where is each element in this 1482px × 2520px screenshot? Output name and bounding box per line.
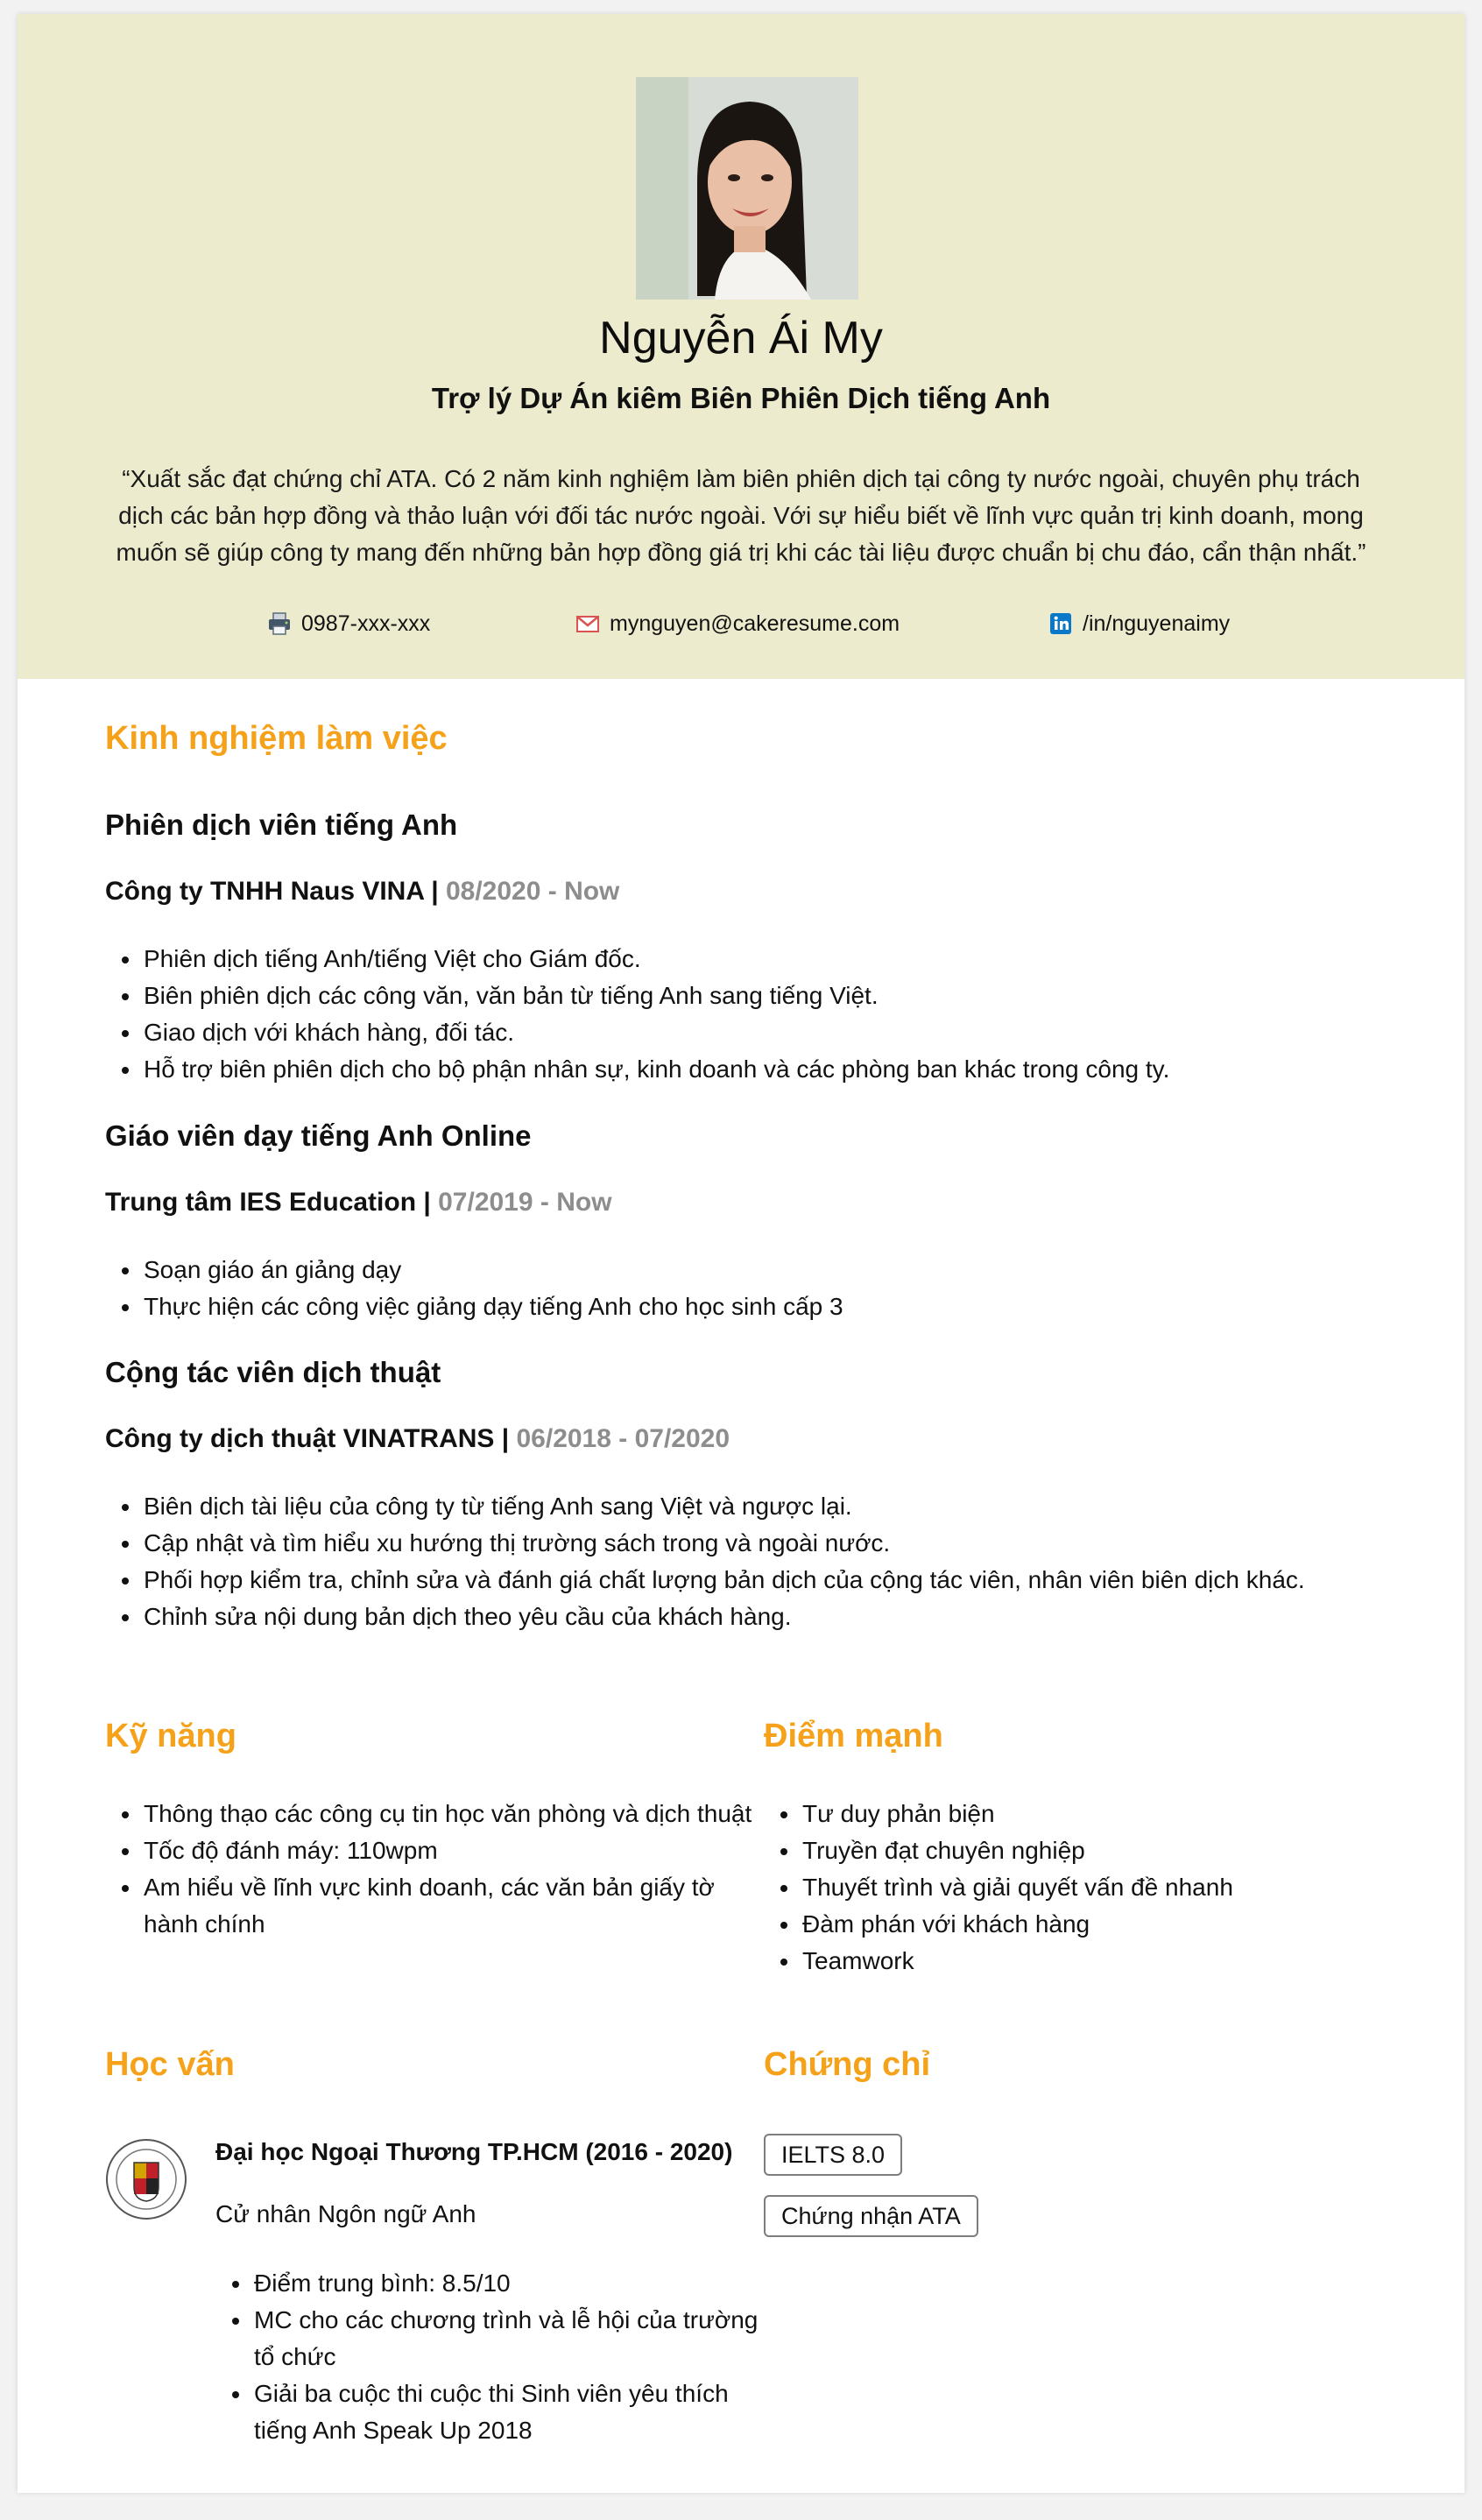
education-heading: Học vấn (105, 2046, 235, 2083)
contact-email-text[interactable]: mynguyen@cakeresume.com (610, 611, 900, 636)
linkedin-icon (1048, 611, 1074, 637)
candidate-summary: “Xuất sắc đạt chứng chỉ ATA. Có 2 năm kinh nghiệm làm biên phiên dịch tại công ty nước ngoài, chuyên phụ trách dịch các bản hợp đồng và thảo luận với đối tác nước ngoài. Với sự hiểu biết về lĩnh vực quản trị kinh doanh, mong muốn sẽ giúp công ty mang đến những bản hợp đồng giá trị khi các tài liệu được chuẩn bị chu đáo, cẩn thận nhất.” (116, 465, 1366, 566)
list-item: • Phối hợp kiểm tra, chỉnh sửa và đánh giá chất lượng bản dịch của cộng tác viên, nhân viên biên dịch khác. (142, 1562, 1412, 1599)
contact-phone-text: 0987-xxx-xxx (301, 611, 431, 636)
list-item: • Hỗ trợ biên phiên dịch cho bộ phận nhân sự, kinh doanh và các phòng ban khác trong công ty. (142, 1051, 1412, 1088)
experience-heading: Kinh nghiệm làm việc (105, 720, 448, 757)
job-bullets (105, 1488, 1412, 1635)
job-date: 06/2018 - 07/2020 (516, 1424, 730, 1453)
candidate-name: Nguyễn Ái My (599, 313, 883, 364)
job-company (105, 1188, 612, 1218)
contact-linkedin-text[interactable]: /in/nguyenaimy (1083, 611, 1231, 636)
list-item: • Tốc độ đánh máy: 110wpm (142, 1832, 764, 1869)
contact-linkedin[interactable] (1048, 606, 1230, 641)
contact-email[interactable] (575, 606, 900, 641)
list-item: • MC cho các chương trình và lễ hội của trường tổ chức (252, 2302, 778, 2375)
job-date: 07/2019 - Now (438, 1188, 612, 1217)
strengths-list (764, 1796, 1414, 1980)
printer-icon (266, 611, 293, 637)
job-company-name: Trung tâm IES Education | (105, 1188, 439, 1217)
list-item: • Teamwork (801, 1943, 1414, 1980)
skills-heading: Kỹ năng (105, 1718, 236, 1754)
list-item: • Biên phiên dịch các công văn, văn bản từ tiếng Anh sang tiếng Việt. (142, 978, 1412, 1014)
university-seal-icon (105, 2138, 187, 2220)
list-item: • Điểm trung bình: 8.5/10 (252, 2265, 778, 2302)
list-item: • Cập nhật và tìm hiểu xu hướng thị trường sách trong và ngoài nước. (142, 1525, 1412, 1562)
list-item: • Tư duy phản biện (801, 1796, 1414, 1832)
list-item: • Biên dịch tài liệu của công ty từ tiếng Anh sang Việt và ngược lại. (142, 1488, 1412, 1525)
job-company (105, 877, 619, 907)
job-date: 08/2020 - Now (445, 877, 620, 906)
profile-photo-illustration (636, 77, 858, 300)
job-company-name: Công ty TNHH Naus VINA | (105, 877, 446, 906)
mail-icon (575, 611, 601, 637)
job-title: Giáo viên dạy tiếng Anh Online (105, 1119, 532, 1152)
list-item: • Thông thạo các công cụ tin học văn phòng và dịch thuật (142, 1796, 764, 1832)
list-item: • Phiên dịch tiếng Anh/tiếng Việt cho Giám đốc. (142, 941, 1412, 978)
skills-list (105, 1796, 764, 1943)
list-item: • Giao dịch với khách hàng, đối tác. (142, 1014, 1412, 1051)
list-item: • Chỉnh sửa nội dung bản dịch theo yêu cầu của khách hàng. (142, 1599, 1412, 1635)
profile-photo (636, 77, 858, 300)
job-title: Phiên dịch viên tiếng Anh (105, 808, 458, 841)
job-bullets (105, 1252, 1412, 1325)
education-school: Đại học Ngoại Thương TP.HCM (2016 - 2020) (215, 2138, 733, 2165)
resume-header (18, 14, 1464, 679)
certificate-badge: IELTS 8.0 (764, 2134, 902, 2176)
education-bullets (215, 2265, 778, 2449)
candidate-title: Trợ lý Dự Án kiêm Biên Phiên Dịch tiếng Anh (431, 382, 1051, 414)
list-item: • Thuyết trình và giải quyết vấn đề nhanh (801, 1869, 1414, 1906)
job-company (105, 1424, 730, 1454)
contact-phone (266, 606, 430, 641)
resume-page (18, 14, 1464, 2493)
job-title: Cộng tác viên dịch thuật (105, 1356, 441, 1388)
list-item: • Đàm phán với khách hàng (801, 1906, 1414, 1943)
certificates-heading: Chứng chỉ (764, 2046, 931, 2083)
certificate-badge: Chứng nhận ATA (764, 2195, 978, 2237)
list-item: • Giải ba cuộc thi cuộc thi Sinh viên yêu thích tiếng Anh Speak Up 2018 (252, 2375, 778, 2449)
job-company-name: Công ty dịch thuật VINATRANS | (105, 1424, 517, 1453)
job-bullets (105, 941, 1412, 1088)
list-item: • Thực hiện các công việc giảng dạy tiếng Anh cho học sinh cấp 3 (142, 1288, 1412, 1325)
list-item: • Am hiểu về lĩnh vực kinh doanh, các văn bản giấy tờ hành chính (142, 1869, 764, 1943)
list-item: • Soạn giáo án giảng dạy (142, 1252, 1412, 1288)
strengths-heading: Điểm mạnh (764, 1718, 943, 1754)
list-item: • Truyền đạt chuyên nghiệp (801, 1832, 1414, 1869)
education-degree: Cử nhân Ngôn ngữ Anh (215, 2200, 476, 2227)
